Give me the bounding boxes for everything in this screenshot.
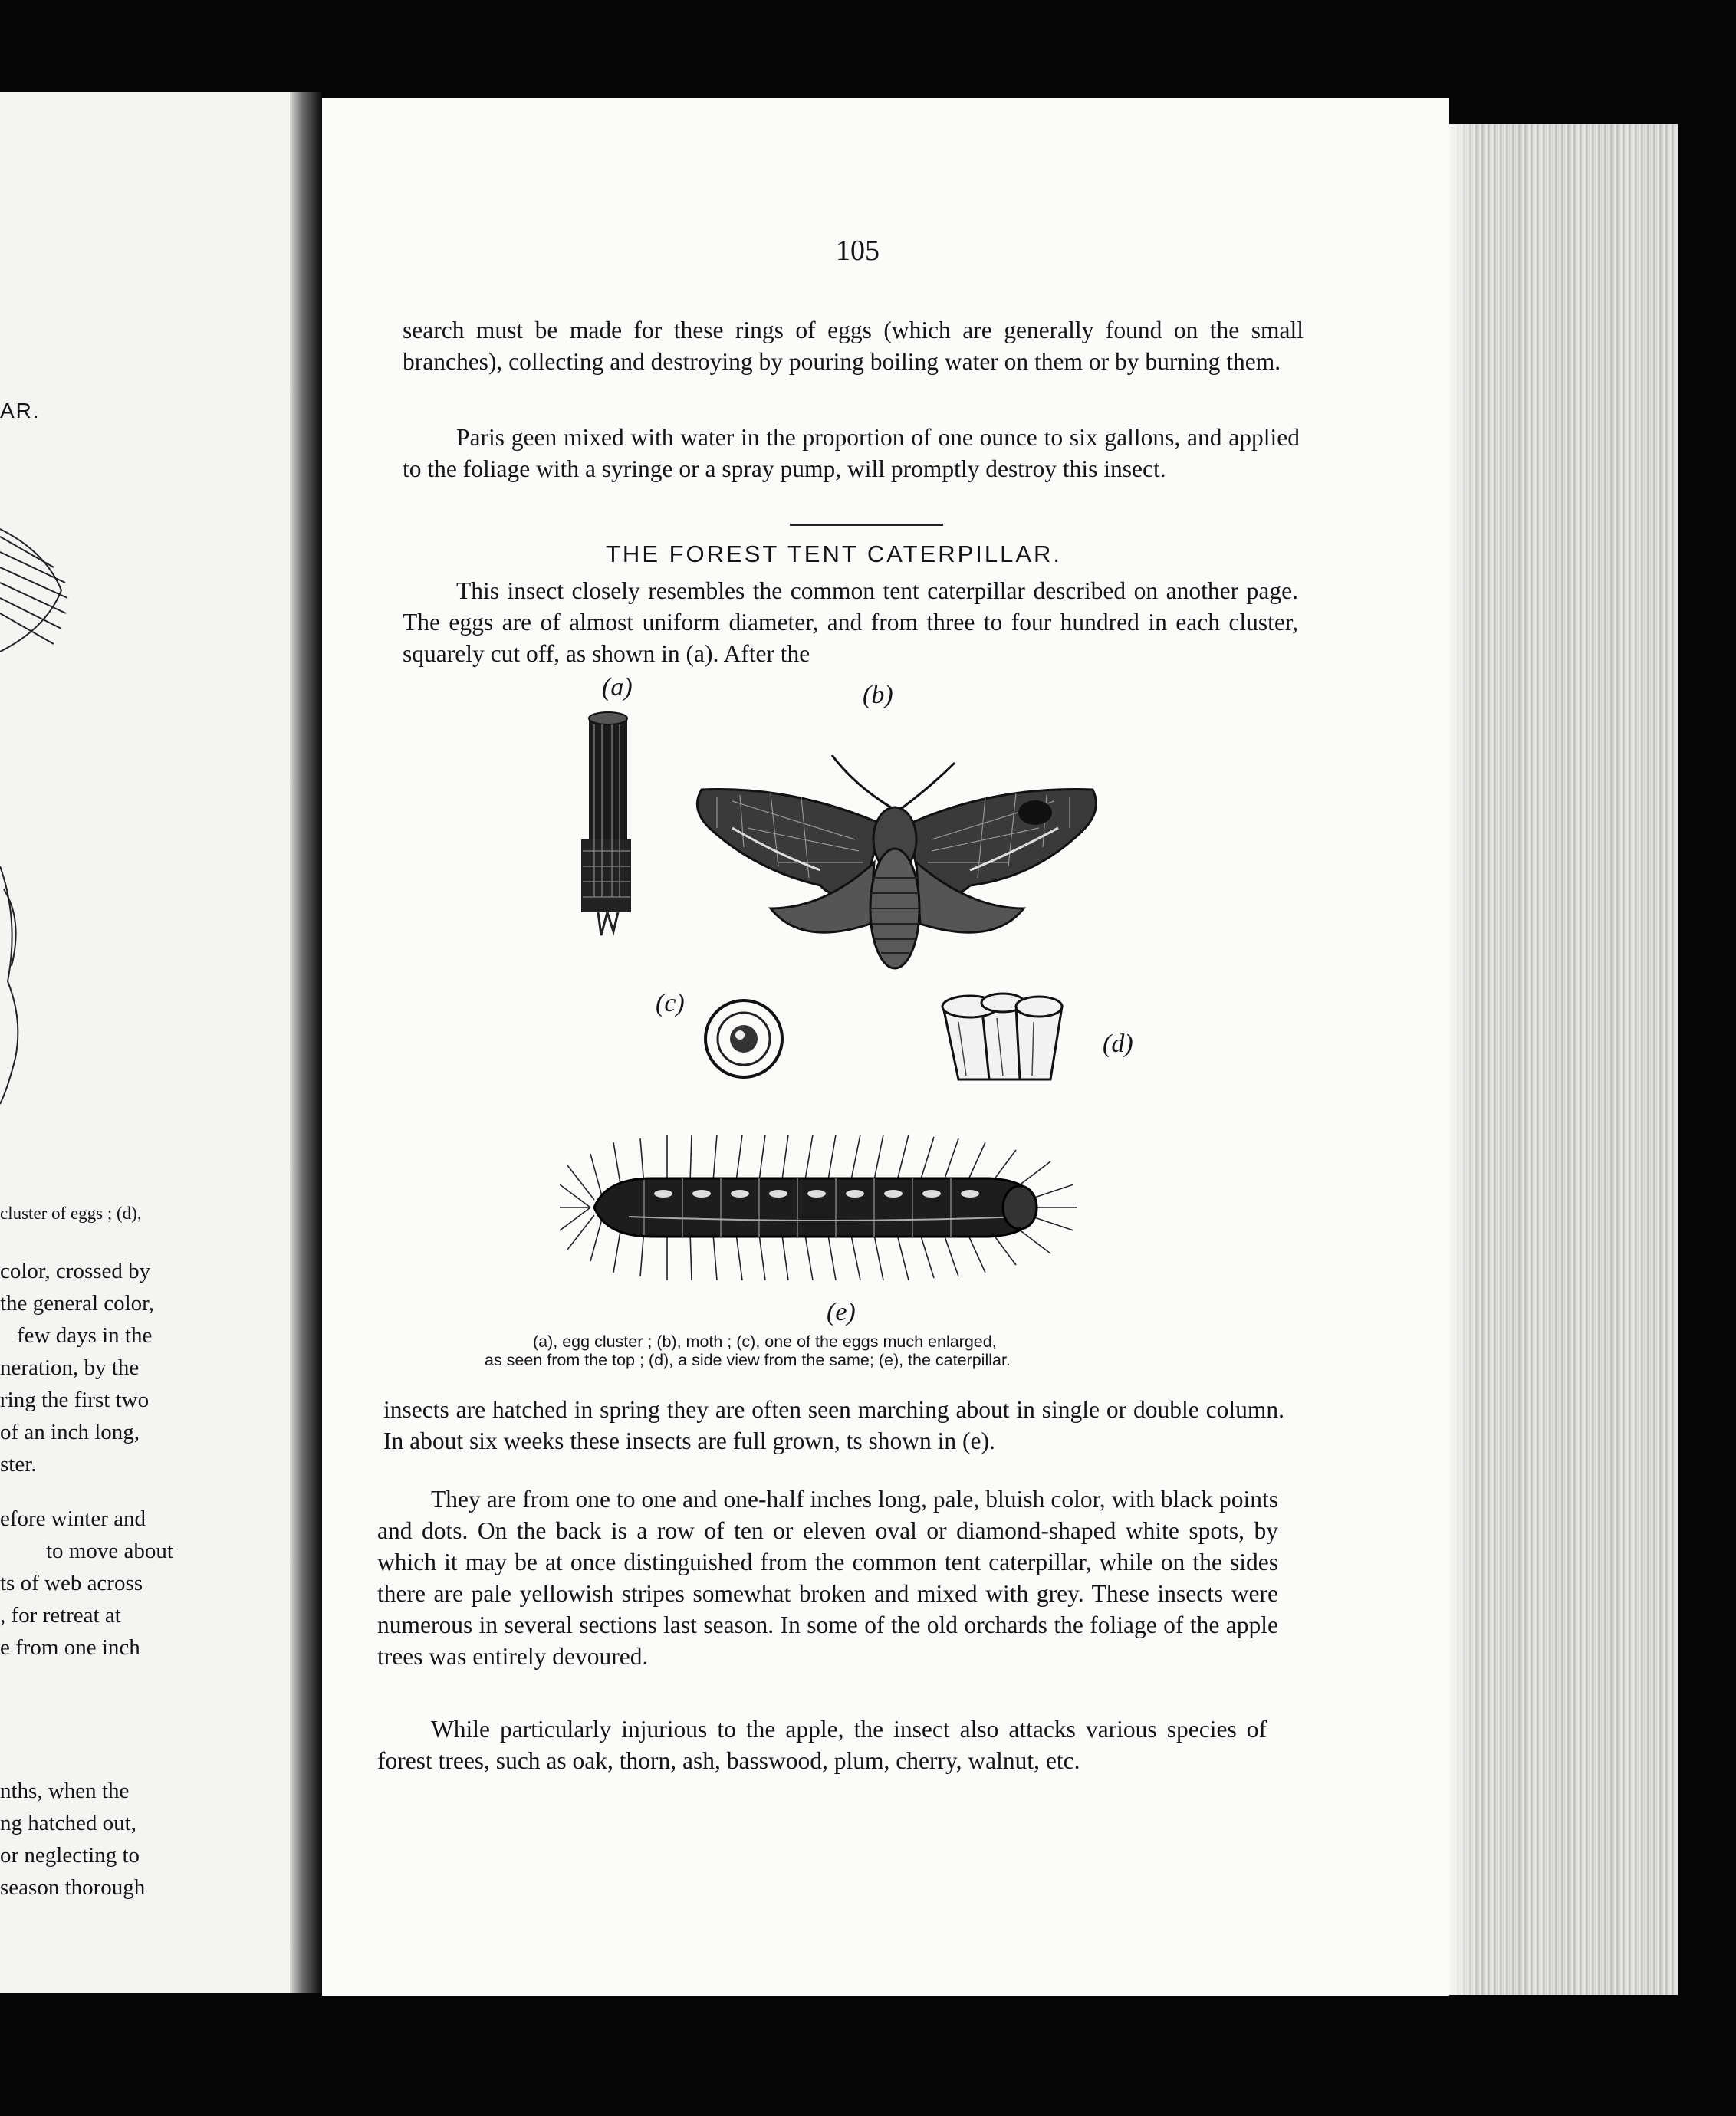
left-page-line: ster. xyxy=(0,1452,37,1477)
figure-label-d: (d) xyxy=(1103,1030,1133,1058)
book-gutter xyxy=(290,92,322,1993)
left-page-line: few days in the xyxy=(17,1323,153,1348)
moth-illustration xyxy=(686,755,1104,985)
egg-cluster-illustration xyxy=(567,709,652,939)
paragraph-1: search must be made for these rings of eggs (which are generally found on the small branches), collecting and destroying by pouring boiling water on them or by burning them. xyxy=(403,317,1304,375)
egg-side-view-illustration xyxy=(935,987,1066,1087)
figure-caption-line-1: (a), egg cluster ; (b), moth ; (c), one of the eggs much enlarged, xyxy=(533,1332,997,1351)
left-page-line: , for retreat at xyxy=(0,1603,121,1628)
left-page-line: color, crossed by xyxy=(0,1259,151,1283)
left-page-line: the general color, xyxy=(0,1291,154,1316)
section-divider xyxy=(790,524,943,526)
figure-caption-line-2: as seen from the top ; (d), a side view from the same; (e), the caterpillar. xyxy=(485,1351,1011,1369)
book-page-edges xyxy=(1448,124,1678,1995)
section-title: THE FOREST TENT CATERPILLAR. xyxy=(606,540,1063,567)
left-page-line: of an inch long, xyxy=(0,1420,140,1444)
caterpillar-illustration xyxy=(560,1131,1081,1284)
left-page-caption-fragment: cluster of eggs ; (d), xyxy=(0,1204,142,1223)
left-page-line: to move about xyxy=(46,1539,173,1563)
left-page-line: or neglecting to xyxy=(0,1843,140,1868)
right-page xyxy=(322,98,1449,1996)
left-page-line: ts of web across xyxy=(0,1571,143,1595)
paragraph-3: This insect closely resembles the common tent caterpillar described on another page. The eggs are of almost uniform diameter, and from three to four hundred in each cluster, squarely cut off, as shown in (a). After the xyxy=(403,577,1298,667)
figure-label-b: (b) xyxy=(863,681,893,709)
paragraph-2: Paris geen mixed with water in the proportion of one ounce to six gallons, and applied to the foliage with a syringe or a spray pump, will promptly destroy this insect. xyxy=(403,424,1300,482)
left-page-illustration-fragment xyxy=(0,521,69,1119)
left-page-line: ng hatched out, xyxy=(0,1811,136,1835)
figure-label-c: (c) xyxy=(656,989,685,1017)
egg-top-view-illustration xyxy=(702,997,786,1081)
left-page xyxy=(0,92,303,1993)
left-page-line: efore winter and xyxy=(0,1506,146,1531)
left-page-line: e from one inch xyxy=(0,1635,140,1660)
left-page-line: nths, when the xyxy=(0,1779,130,1803)
book-page-edge-shade xyxy=(1448,124,1478,1995)
figure-label-a: (a) xyxy=(602,673,633,702)
page-number: 105 xyxy=(836,235,880,267)
left-page-line: season thorough xyxy=(0,1875,146,1900)
left-page-line: ring the first two xyxy=(0,1388,150,1412)
paragraph-5: They are from one to one and one-half inches long, pale, bluish color, with black points and dots. On the back is a row of ten or eleven oval or diamond-shaped white spots, by which it may be at once distinguished from the common tent caterpillar, while on the sides there are pale yellowish stripes somewhat broken and mixed with grey. These insects were numerous in several sections last season. In some of the old orchards the foliage of the apple trees was entirely devoured. xyxy=(377,1486,1278,1670)
paragraph-6: While particularly injurious to the apple, the insect also attacks various species of forest trees, such as oak, thorn, ash, basswood, plum, cherry, walnut, etc. xyxy=(377,1716,1267,1774)
figure-label-e: (e) xyxy=(827,1298,856,1326)
paragraph-4: insects are hatched in spring they are often seen marching about in single or double column. In about six weeks these insects are full grown, ts shown in (e). xyxy=(383,1396,1284,1454)
left-page-heading-fragment: AR. xyxy=(0,399,41,422)
left-page-line: neration, by the xyxy=(0,1355,140,1380)
